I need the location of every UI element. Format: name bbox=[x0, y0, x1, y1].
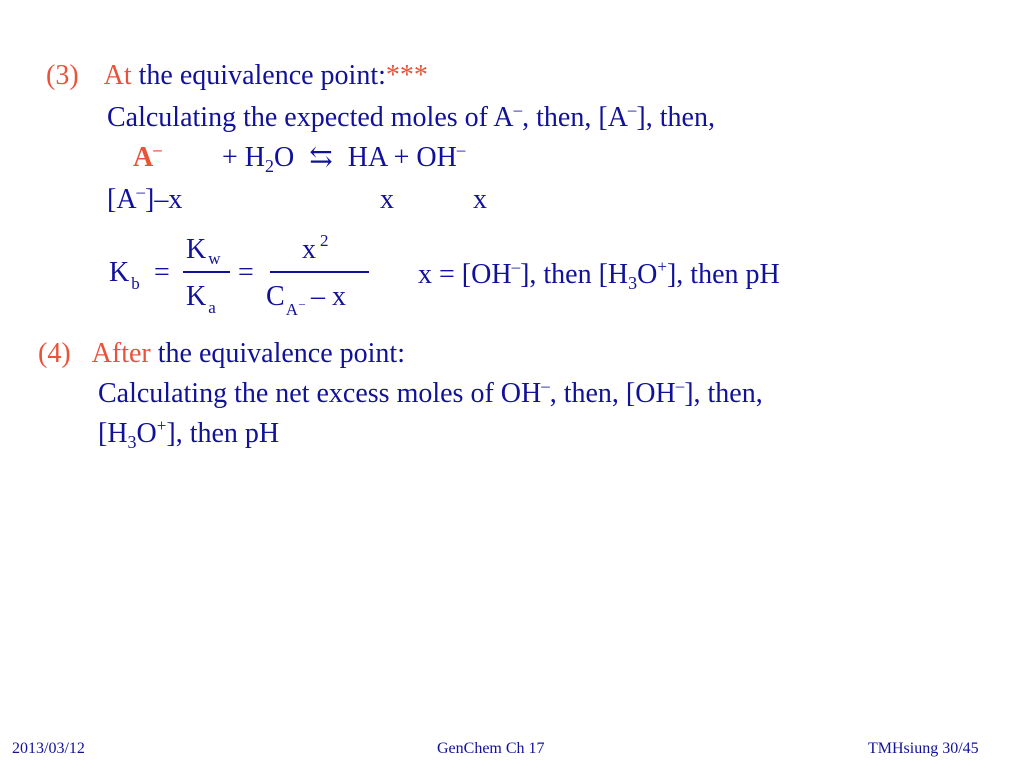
result-sup2: + bbox=[657, 257, 667, 276]
reaction-products: HA + OH bbox=[347, 142, 457, 173]
item4-line3-a: [H bbox=[98, 418, 128, 449]
item4-line2-sup2: – bbox=[675, 376, 685, 395]
eq-amount-x2: x bbox=[473, 184, 487, 215]
kb-sub-b: b bbox=[131, 274, 140, 293]
item3-line2-b: , then, [A bbox=[522, 102, 628, 133]
kw-numerator bbox=[186, 234, 219, 269]
reaction-anion-A: A bbox=[133, 142, 154, 173]
item4-line2-sup1: – bbox=[541, 376, 550, 395]
item4-line3 bbox=[98, 418, 279, 453]
item3-line2 bbox=[107, 102, 715, 137]
item4-line2-a: Calculating the net excess moles of OH bbox=[98, 378, 542, 409]
item3-line2-c: ], then, bbox=[636, 102, 715, 133]
fraction-bar-1 bbox=[183, 271, 230, 273]
item4-rest: the equivalence point: bbox=[150, 338, 405, 369]
item4-line3-b: O bbox=[136, 418, 157, 449]
reaction-anion-sup: – bbox=[153, 140, 162, 159]
eq-lhs-rest: ]–x bbox=[145, 184, 183, 215]
c-sub-A-sup: – bbox=[298, 296, 305, 310]
item4-line3-sub: 3 bbox=[127, 432, 137, 452]
kb-equals-1: = bbox=[154, 257, 170, 288]
kw-k: K bbox=[186, 234, 207, 265]
c-symbol: C bbox=[266, 281, 285, 312]
result-c: O bbox=[637, 259, 658, 290]
item3-line2-a: Calculating the expected moles of A bbox=[107, 102, 514, 133]
footer-title: GenChem Ch 17 bbox=[437, 740, 545, 757]
item3-number: (3) bbox=[46, 60, 79, 91]
reaction-rest bbox=[222, 142, 465, 177]
kb-symbol bbox=[109, 257, 138, 292]
reaction-sub2: 2 bbox=[265, 156, 275, 176]
c-sub-A: A bbox=[285, 300, 298, 319]
item4-number: (4) bbox=[38, 338, 71, 369]
kb-k: K bbox=[109, 257, 130, 288]
item4-heading bbox=[38, 338, 405, 370]
item4-line3-c: ], then pH bbox=[166, 418, 280, 449]
minus-x: – x bbox=[310, 281, 346, 312]
eq-amount-x1: x bbox=[380, 184, 394, 215]
item4-line2-c: ], then, bbox=[684, 378, 763, 409]
eq-lhs-sup: – bbox=[136, 182, 146, 201]
x-num: x bbox=[302, 234, 316, 265]
reaction-products-sup: – bbox=[456, 140, 466, 159]
item3-rest: the equivalence point: bbox=[131, 60, 386, 91]
result-d: ], then pH bbox=[666, 259, 780, 290]
ka-denominator bbox=[186, 281, 214, 316]
item3-lead: At bbox=[103, 60, 132, 91]
result-sup1: – bbox=[511, 257, 521, 276]
ka-k: K bbox=[186, 281, 207, 312]
item4-line2-b: , then, [OH bbox=[549, 378, 676, 409]
reaction-o: O bbox=[274, 142, 295, 173]
result-b: ], then [H bbox=[520, 259, 629, 290]
footer-page-number: TMHsiung 30/45 bbox=[868, 740, 979, 757]
ka-sub-a: a bbox=[208, 298, 216, 317]
item4-line3-sup: + bbox=[156, 416, 167, 435]
footer-date: 2013/03/12 bbox=[12, 740, 85, 757]
item4-lead: After bbox=[91, 338, 151, 369]
eq-amounts-anion bbox=[107, 184, 182, 219]
item3-line2-sup1: – bbox=[513, 100, 523, 119]
result-sub3: 3 bbox=[628, 273, 638, 293]
reaction-anion bbox=[133, 142, 162, 177]
eq-lhs: [A bbox=[107, 184, 137, 215]
kw-sub-w: w bbox=[208, 249, 221, 268]
item3-line2-sup2: – bbox=[627, 100, 637, 119]
reaction-plus-h: + H bbox=[222, 142, 266, 173]
fraction-bar-2 bbox=[270, 271, 369, 273]
result-a: x = [OH bbox=[418, 259, 512, 290]
x-sup-2: 2 bbox=[320, 231, 329, 250]
result-line bbox=[418, 259, 780, 294]
equilibrium-arrow-icon: ⇆ bbox=[309, 142, 333, 173]
kb-equals-2: = bbox=[238, 257, 254, 288]
x-squared-numerator bbox=[302, 231, 329, 269]
ca-minus-x-denominator bbox=[266, 281, 346, 317]
item3-stars: *** bbox=[385, 60, 428, 91]
item4-line2 bbox=[98, 378, 763, 413]
item3-heading bbox=[46, 60, 428, 92]
